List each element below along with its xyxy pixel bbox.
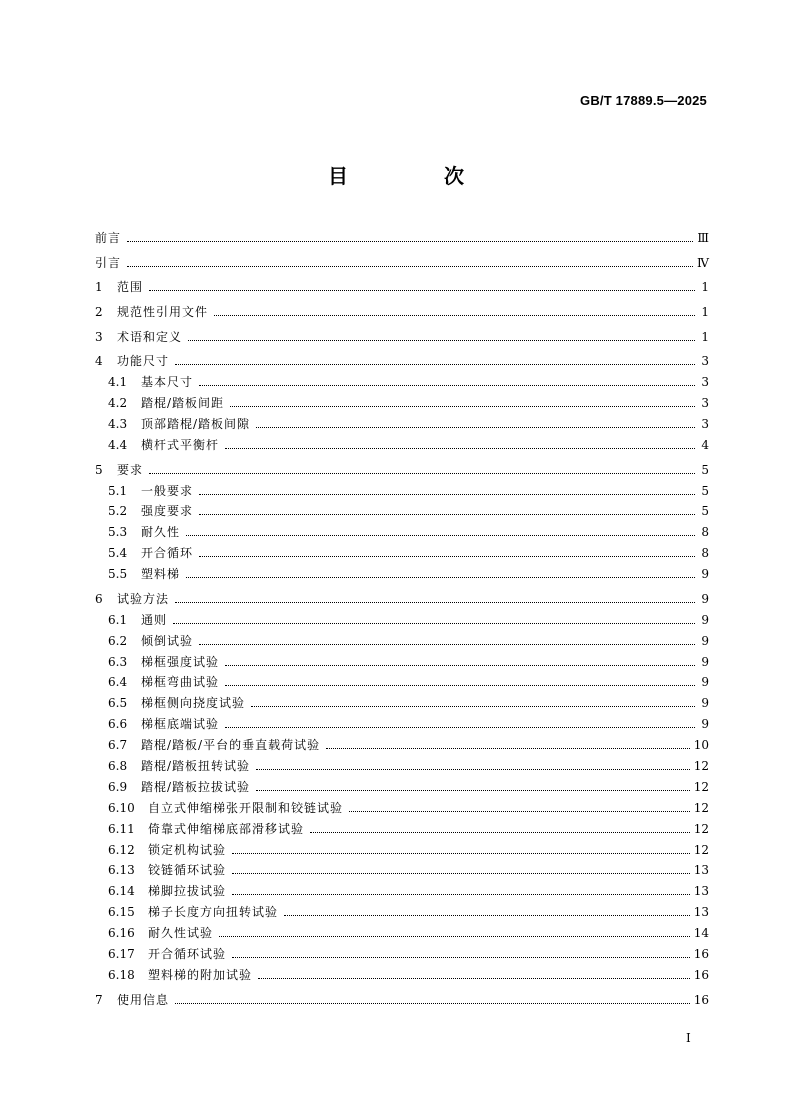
toc-entry-title: 梯脚拉拔试验	[148, 884, 227, 899]
toc-entry-title: 踏棍/踏板/平台的垂直载荷试验	[141, 738, 321, 753]
toc-entry-page: 10	[693, 738, 709, 753]
toc-entry-number: 6.6	[108, 717, 128, 732]
toc-entry-page: Ⅲ	[697, 231, 709, 245]
toc-entry[interactable]	[95, 396, 709, 410]
toc-entry[interactable]	[95, 280, 709, 294]
toc-entry-page: 13	[693, 905, 709, 920]
toc-entry-title: 试验方法	[117, 591, 170, 606]
toc-entry-number: 4.4	[108, 438, 128, 452]
toc-entry-number: 5.2	[108, 504, 128, 519]
toc-entry-number: 5.5	[108, 567, 128, 582]
toc-entry-number: 6.16	[108, 926, 135, 941]
toc-entry-number: 6	[95, 591, 103, 606]
toc-entry-title: 踏棍/踏板扭转试验	[141, 758, 251, 773]
dot-leader	[232, 957, 690, 958]
dot-leader	[256, 790, 690, 791]
toc-entry-page: 4	[701, 438, 709, 452]
standard-code: GB/T 17889.5—2025	[580, 93, 707, 108]
toc-entry-title: 强度要求	[141, 504, 194, 519]
dot-leader	[225, 685, 695, 686]
dot-leader	[188, 340, 695, 341]
toc-entry-number: 6.18	[108, 967, 135, 982]
toc-entry-number: 2	[95, 305, 103, 320]
dot-leader	[256, 427, 695, 428]
toc-entry[interactable]	[95, 567, 709, 581]
dot-leader	[186, 577, 695, 578]
dot-leader	[199, 385, 695, 386]
dot-leader	[232, 894, 690, 895]
toc-entry-number: 5.1	[108, 483, 128, 498]
toc-entry-number: 6.4	[108, 675, 128, 690]
toc-entry-title: 范围	[117, 280, 144, 295]
toc-entry[interactable]	[95, 504, 709, 518]
dot-leader	[199, 494, 695, 495]
toc-entry-title: 规范性引用文件	[117, 305, 209, 320]
toc-entry-title: 踏棍/踏板间距	[141, 396, 225, 411]
toc-entry-number: 6.10	[108, 800, 135, 815]
toc-entry-title: 要求	[117, 462, 144, 477]
toc-entry-title: 梯子长度方向扭转试验	[148, 905, 279, 920]
toc-entry[interactable]	[95, 305, 709, 319]
dot-leader	[149, 290, 695, 291]
toc-entry-title: 塑料梯	[141, 567, 181, 582]
toc-entry[interactable]	[95, 525, 709, 539]
dot-leader	[175, 602, 695, 603]
toc-entry-title: 术语和定义	[117, 329, 183, 344]
toc-entry[interactable]	[95, 655, 709, 669]
toc-entry-page: 12	[693, 842, 709, 857]
toc-entry-title: 自立式伸缩梯张开限制和铰链试验	[148, 800, 344, 815]
toc-entry-page: 9	[701, 717, 709, 732]
toc-entry-number: 4.3	[108, 417, 128, 432]
toc-entry-page: 12	[693, 779, 709, 794]
toc-entry-title: 梯框侧向挠度试验	[141, 696, 246, 711]
toc-entry[interactable]	[95, 375, 709, 389]
dot-leader	[251, 706, 695, 707]
dot-leader	[258, 978, 690, 979]
toc-entry-number: 6.2	[108, 633, 128, 648]
toc-entry-number: 6.7	[108, 738, 128, 753]
dot-leader	[225, 665, 695, 666]
dot-leader	[214, 315, 695, 316]
toc-entry-title: 功能尺寸	[117, 354, 170, 369]
dot-leader	[175, 1003, 690, 1004]
toc-entry[interactable]	[95, 759, 709, 773]
toc-entry[interactable]	[95, 354, 709, 368]
toc-entry-page: 5	[701, 483, 709, 498]
toc-entry-title: 梯框强度试验	[141, 654, 220, 669]
toc-entry[interactable]	[95, 546, 709, 560]
toc-entry-number: 5.3	[108, 525, 128, 540]
toc-entry[interactable]	[95, 968, 709, 982]
dot-leader	[284, 915, 690, 916]
toc-entry-title: 顶部踏棍/踏板间隙	[141, 417, 251, 432]
toc-entry-page: 3	[701, 417, 709, 432]
dot-leader	[199, 514, 695, 515]
toc-entry-page: 8	[701, 546, 709, 561]
toc-entry[interactable]	[95, 463, 709, 477]
toc-entry-page: 16	[693, 967, 709, 982]
toc-entry-page: 16	[693, 992, 709, 1007]
dot-leader	[232, 873, 690, 874]
toc-entry[interactable]	[95, 592, 709, 606]
toc-entry-title: 通则	[141, 612, 168, 627]
toc-entry[interactable]	[95, 738, 709, 752]
toc-entry-page: 8	[701, 525, 709, 540]
dot-leader	[186, 535, 695, 536]
dot-leader	[326, 748, 690, 749]
toc-entry-page: 9	[701, 612, 709, 627]
toc-entry-number: 4.1	[108, 375, 128, 390]
toc-entry-title: 开合循环试验	[148, 946, 227, 961]
dot-leader	[173, 623, 695, 624]
toc-entry[interactable]	[95, 675, 709, 689]
toc-entry-title: 横杆式平衡杆	[141, 438, 220, 452]
toc-entry-number: 5	[95, 462, 103, 477]
table-of-contents	[95, 231, 709, 1007]
toc-entry-page: 5	[701, 504, 709, 519]
toc-entry-title: 引言	[95, 255, 122, 270]
page-number: I	[686, 1031, 691, 1045]
dot-leader	[199, 556, 695, 557]
toc-entry[interactable]	[95, 256, 709, 270]
toc-entry-page: 9	[701, 654, 709, 669]
toc-entry-number: 6.9	[108, 779, 128, 794]
toc-entry-page: 3	[701, 375, 709, 390]
toc-entry[interactable]	[95, 947, 709, 961]
toc-entry-title: 锁定机构试验	[148, 842, 227, 857]
toc-entry-title: 塑料梯的附加试验	[148, 967, 253, 982]
toc-entry-number: 6.8	[108, 758, 128, 773]
toc-entry-page: 1	[701, 280, 709, 295]
toc-entry-page: 9	[701, 633, 709, 648]
toc-entry[interactable]	[95, 905, 709, 919]
toc-entry-number: 6.14	[108, 884, 135, 899]
toc-entry[interactable]	[95, 884, 709, 898]
toc-entry[interactable]	[95, 993, 709, 1007]
toc-entry[interactable]	[95, 843, 709, 857]
toc-entry-title: 铰链循环试验	[148, 863, 227, 878]
toc-entry[interactable]	[95, 417, 709, 431]
toc-entry-page: 1	[701, 305, 709, 320]
toc-entry[interactable]	[95, 330, 709, 344]
toc-entry-number: 6.17	[108, 946, 135, 961]
toc-entry-page: 9	[701, 567, 709, 582]
dot-leader	[127, 266, 693, 267]
toc-entry-page: 12	[693, 758, 709, 773]
toc-entry-title: 倾倒试验	[141, 633, 194, 648]
toc-entry[interactable]	[95, 863, 709, 877]
dot-leader	[310, 832, 690, 833]
toc-entry-number: 7	[95, 992, 103, 1007]
toc-entry-title: 一般要求	[141, 483, 194, 498]
toc-entry-number: 6.5	[108, 696, 128, 711]
toc-entry-number: 1	[95, 280, 103, 295]
dot-leader	[230, 406, 695, 407]
toc-entry[interactable]	[95, 780, 709, 794]
dot-leader	[232, 853, 690, 854]
toc-entry[interactable]	[95, 231, 709, 245]
dot-leader	[349, 811, 690, 812]
toc-entry-page: 12	[693, 821, 709, 836]
toc-entry-page: Ⅳ	[697, 255, 709, 270]
toc-entry-number: 3	[95, 329, 103, 344]
dot-leader	[256, 769, 690, 770]
toc-entry[interactable]	[95, 634, 709, 648]
toc-entry-title: 基本尺寸	[141, 375, 194, 390]
dot-leader	[199, 644, 695, 645]
toc-entry-page: 5	[701, 462, 709, 477]
toc-entry-number: 4.2	[108, 396, 128, 411]
toc-entry-number: 6.13	[108, 863, 135, 878]
toc-entry-title: 梯框底端试验	[141, 717, 220, 732]
toc-entry-title: 开合循环	[141, 546, 194, 561]
dot-leader	[225, 727, 695, 728]
toc-entry-number: 6.1	[108, 612, 128, 627]
toc-entry-page: 12	[693, 800, 709, 815]
dot-leader	[127, 241, 693, 242]
dot-leader	[149, 473, 695, 474]
toc-entry[interactable]	[95, 717, 709, 731]
toc-entry-number: 6.3	[108, 654, 128, 669]
toc-entry[interactable]	[95, 696, 709, 710]
toc-entry-title: 耐久性试验	[148, 926, 214, 941]
toc-entry[interactable]	[95, 926, 709, 940]
toc-entry[interactable]	[95, 822, 709, 836]
toc-entry-title: 倚靠式伸缩梯底部滑移试验	[148, 821, 305, 836]
toc-entry-page: 14	[693, 926, 709, 941]
toc-entry-page: 13	[693, 884, 709, 899]
dot-leader	[219, 936, 690, 937]
toc-entry-number: 6.15	[108, 905, 135, 920]
toc-entry-page: 9	[701, 591, 709, 606]
toc-entry-number: 5.4	[108, 546, 128, 561]
dot-leader	[225, 448, 695, 449]
toc-entry-page: 16	[693, 946, 709, 961]
toc-entry[interactable]	[95, 484, 709, 498]
page-title: 目 次	[328, 164, 502, 188]
toc-entry-title: 使用信息	[117, 992, 170, 1007]
toc-entry-page: 9	[701, 696, 709, 711]
toc-entry-page: 3	[701, 396, 709, 411]
toc-entry[interactable]	[95, 613, 709, 627]
toc-entry-page: 13	[693, 863, 709, 878]
toc-entry[interactable]	[95, 801, 709, 815]
toc-entry-page: 9	[701, 675, 709, 690]
toc-entry-number: 6.11	[108, 821, 135, 836]
toc-entry-title: 梯框弯曲试验	[141, 675, 220, 690]
toc-entry-number: 4	[95, 354, 103, 369]
dot-leader	[175, 364, 695, 365]
toc-entry[interactable]	[95, 438, 709, 452]
toc-entry-title: 前言	[95, 231, 122, 245]
toc-entry-number: 6.12	[108, 842, 135, 857]
toc-entry-title: 耐久性	[141, 525, 181, 540]
toc-entry-page: 1	[701, 329, 709, 344]
toc-entry-page: 3	[701, 354, 709, 369]
toc-entry-title: 踏棍/踏板拉拔试验	[141, 779, 251, 794]
